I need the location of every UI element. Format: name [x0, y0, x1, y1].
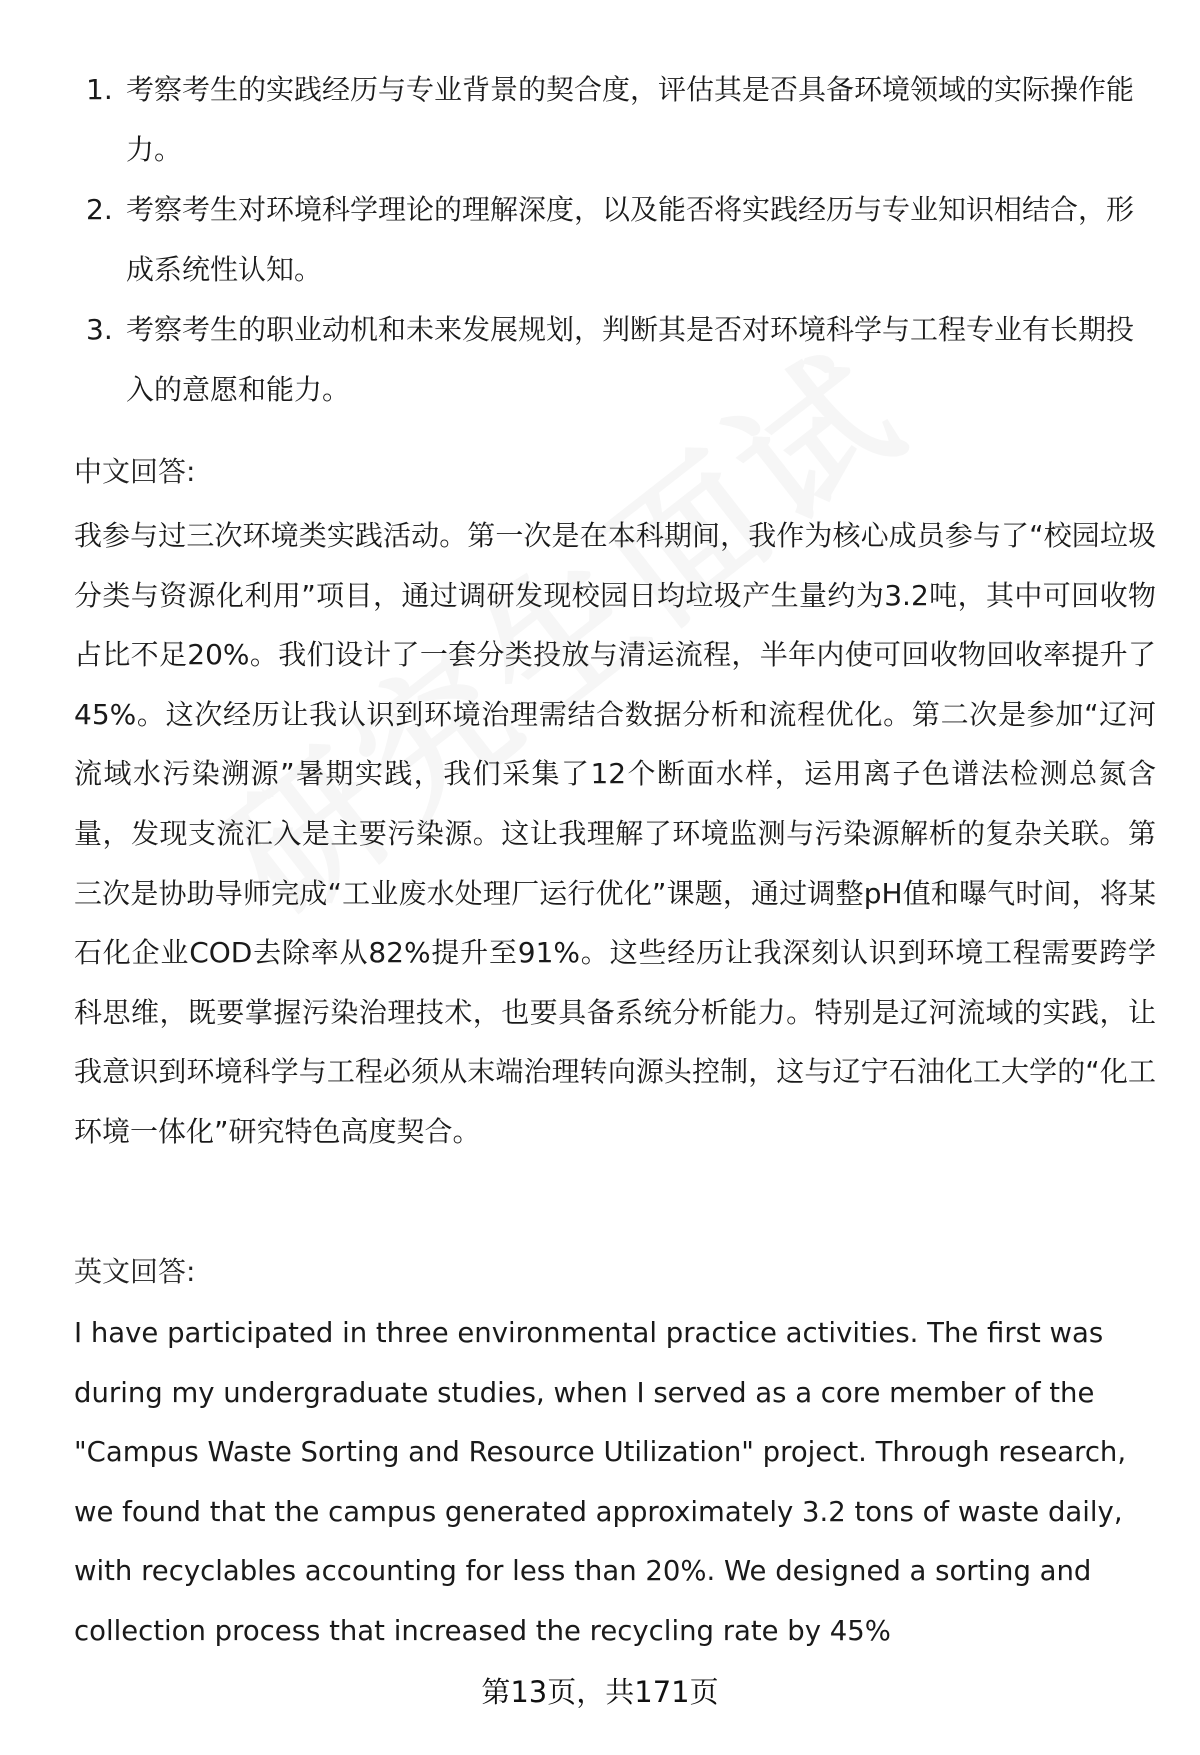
question-item-2	[74, 180, 1154, 300]
english-answer-label: 英文回答:	[74, 1255, 196, 1288]
question-number: 3.	[86, 313, 113, 346]
page-number: 第13页，共171页	[481, 1675, 719, 1709]
question-text: 考察考生的职业动机和未来发展规划，判断其是否对环境科学与工程专业有长期投入的意愿和能力。	[126, 313, 1135, 406]
question-number: 1.	[86, 73, 113, 106]
chinese-answer-text: 我参与过三次环境类实践活动。第一次是在本科期间，我作为核心成员参与了“校园垃圾分类与资源化利用”项目，通过调研发现校园日均垃圾产生量约为3.2吨，其中可回收物占比不足20%。我们设计了一套分类投放与清运流程，半年内使可回收物回收率提升了45%。这次经历让我认识到环境治理需结合数据分析和流程优化。第二次是参加“辽河流域水污染溯源”暑期实践，我们采集了12个断面水样，运用离子色谱法检测总氮含量，发现支流汇入是主要污染源。这让我理解了环境监测与污染源解析的复杂关联。第三次是协助导师完成“工业废水处理厂运行优化”课题，通过调整pH值和曝气时间，将某石化企业COD去除率从82%提升至91%。这些经历让我深刻认识到环境工程需要跨学科思维，既要掌握污染治理技术，也要具备系统分析能力。特别是辽河流域的实践，让我意识到环境科学与工程必须从末端治理转向源头控制，这与辽宁石油化工大学的“化工环境一体化”研究特色高度契合。	[74, 519, 1156, 1148]
english-answer-text: I have participated in three environmental practice activities. The first was during my undergraduate studies, when I served as a core member of the "Campus Waste Sorting and Resource Utilization" project. Through research, we found that the campus generated approximately 3.2 tons of waste daily, with recyclables accounting for less than 20%. We designed a sorting and collection process that increased the recycling rate by 45%	[74, 1317, 1127, 1647]
chinese-answer-label: 中文回答:	[74, 455, 196, 488]
question-item-3	[74, 300, 1154, 420]
question-number: 2.	[86, 193, 113, 226]
question-text: 考察考生对环境科学理论的理解深度，以及能否将实践经历与专业知识相结合，形成系统性认知。	[126, 193, 1135, 286]
question-list	[74, 60, 1154, 420]
question-item-1	[74, 60, 1154, 180]
question-text: 考察考生的实践经历与专业背景的契合度，评估其是否具备环境领域的实际操作能力。	[126, 73, 1135, 166]
